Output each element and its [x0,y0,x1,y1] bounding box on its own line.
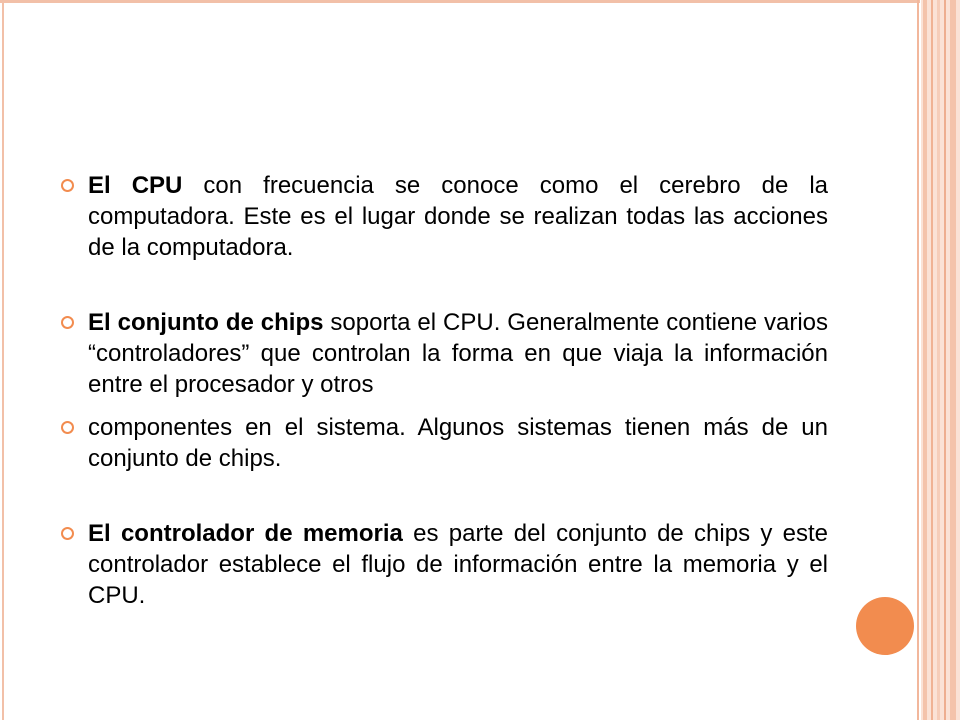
bullet-bold-term: El conjunto de chips [88,309,324,336]
decorative-stripe [950,0,956,720]
decorative-stripe [923,0,927,720]
frame-border-right [917,0,919,720]
slide-content [58,170,828,611]
bullet-ring-icon [61,527,74,540]
decorative-stripe [931,0,933,720]
decorative-stripe [937,0,940,720]
bullet-item [58,170,828,263]
bullet-text: con frecuencia se conoce como el cerebro de la computadora. Este es el lugar donde se realizan todas las acciones de la computadora. [88,172,829,261]
bullet-ring-icon [61,179,74,192]
decorative-stripe [944,0,946,720]
frame-border-left [2,0,4,720]
bullet-text: componentes en el sistema. Algunos sistemas tienen más de un conjunto de chips. [88,414,828,472]
frame-border-top [0,0,920,3]
bullet-text: es parte del conjunto de chips y este controlador establece el flujo de información entre la memoria y el CPU. [88,520,828,609]
bullet-bold-term: El controlador de memoria [88,520,403,547]
decorative-circle [856,597,914,655]
bullet-item [58,518,828,611]
bullet-bold-term: El CPU [88,172,183,199]
bullet-item [58,307,828,400]
bullet-ring-icon [61,316,74,329]
bullet-text: soporta el CPU. Generalmente contiene varios “controladores” que controlan la forma en que viaja la información entre el procesador y otros [88,309,828,398]
bullet-item [58,412,828,474]
bullet-ring-icon [61,421,74,434]
